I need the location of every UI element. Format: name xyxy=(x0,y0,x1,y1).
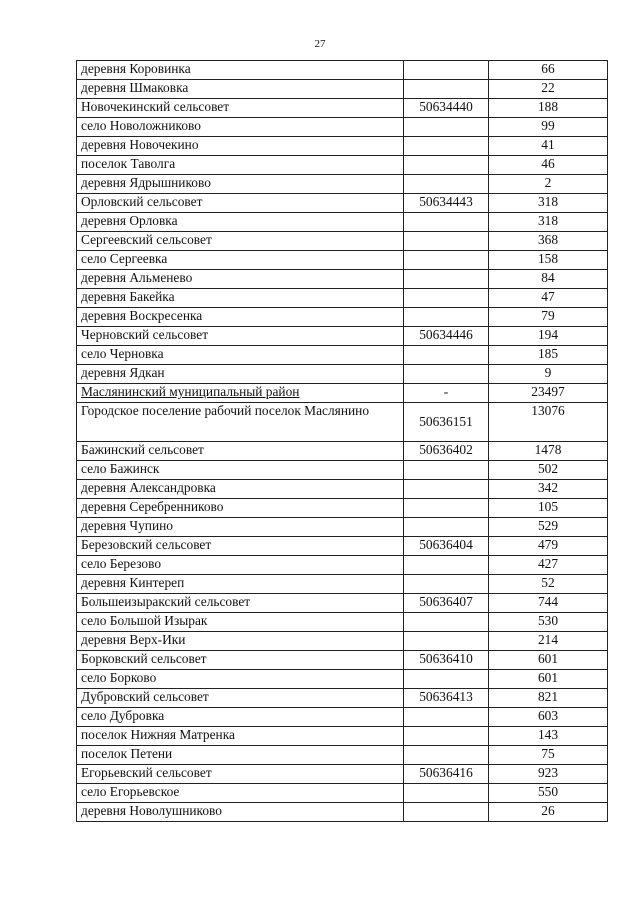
settlement-name: деревня Новолушниково xyxy=(81,803,222,818)
settlement-name-cell xyxy=(77,575,404,594)
settlement-name-cell xyxy=(77,289,404,308)
table-row xyxy=(77,194,608,213)
population-cell: 318 xyxy=(489,213,608,232)
table-row xyxy=(77,403,608,442)
table-row xyxy=(77,537,608,556)
oktmo-code-cell xyxy=(404,251,489,270)
oktmo-code-cell xyxy=(404,461,489,480)
settlement-name-cell xyxy=(77,670,404,689)
oktmo-code-cell xyxy=(404,308,489,327)
settlement-name: село Дубровка xyxy=(81,708,165,723)
population-cell: 185 xyxy=(489,346,608,365)
population-cell: 84 xyxy=(489,270,608,289)
table-row xyxy=(77,232,608,251)
population-cell: 13076 xyxy=(489,403,608,442)
settlement-name-cell xyxy=(77,499,404,518)
table-row xyxy=(77,308,608,327)
oktmo-code-cell xyxy=(404,499,489,518)
oktmo-code-cell: 50636410 xyxy=(404,651,489,670)
oktmo-code-cell xyxy=(404,632,489,651)
settlement-name-cell xyxy=(77,746,404,765)
settlement-name-cell xyxy=(77,99,404,118)
table-row xyxy=(77,727,608,746)
settlement-name: деревня Коровинка xyxy=(81,61,191,76)
settlement-name-cell xyxy=(77,213,404,232)
oktmo-code-cell xyxy=(404,480,489,499)
population-cell: 9 xyxy=(489,365,608,384)
settlement-name-cell xyxy=(77,365,404,384)
settlement-name: деревня Ядкан xyxy=(81,365,165,380)
table-row xyxy=(77,613,608,632)
settlement-name: Бажинский сельсовет xyxy=(81,442,204,457)
settlement-name: село Большой Изырак xyxy=(81,613,208,628)
oktmo-code-cell xyxy=(404,156,489,175)
population-cell: 79 xyxy=(489,308,608,327)
oktmo-code-cell xyxy=(404,670,489,689)
oktmo-code-cell: - xyxy=(404,384,489,403)
settlement-name-cell xyxy=(77,708,404,727)
oktmo-code-cell xyxy=(404,803,489,822)
oktmo-code-cell xyxy=(404,708,489,727)
population-cell: 158 xyxy=(489,251,608,270)
table-row xyxy=(77,156,608,175)
settlement-name: село Борково xyxy=(81,670,157,685)
oktmo-code-cell: 50636151 xyxy=(404,403,489,442)
settlement-name-cell xyxy=(77,651,404,670)
settlement-name: Сергеевский сельсовет xyxy=(81,232,212,247)
table-row xyxy=(77,708,608,727)
settlement-table xyxy=(76,60,608,822)
population-cell: 47 xyxy=(489,289,608,308)
settlement-name-cell xyxy=(77,461,404,480)
population-cell: 821 xyxy=(489,689,608,708)
settlement-name-cell xyxy=(77,194,404,213)
settlement-name: Маслянинский муниципальный район xyxy=(81,384,300,399)
population-cell: 550 xyxy=(489,784,608,803)
settlement-name: поселок Петени xyxy=(81,746,173,761)
oktmo-code-cell xyxy=(404,365,489,384)
settlement-name-cell xyxy=(77,784,404,803)
oktmo-code-cell xyxy=(404,137,489,156)
table-row xyxy=(77,346,608,365)
oktmo-code-cell xyxy=(404,213,489,232)
population-cell: 46 xyxy=(489,156,608,175)
settlement-name: деревня Воскресенка xyxy=(81,308,203,323)
settlement-name-cell xyxy=(77,175,404,194)
settlement-name-cell xyxy=(77,613,404,632)
settlement-name-cell xyxy=(77,80,404,99)
settlement-name-cell xyxy=(77,346,404,365)
population-cell: 427 xyxy=(489,556,608,575)
population-cell: 342 xyxy=(489,480,608,499)
oktmo-code-cell xyxy=(404,175,489,194)
population-cell: 601 xyxy=(489,651,608,670)
settlement-name-cell xyxy=(77,480,404,499)
oktmo-code-cell xyxy=(404,518,489,537)
population-cell: 2 xyxy=(489,175,608,194)
settlement-name-cell xyxy=(77,803,404,822)
table-row xyxy=(77,784,608,803)
oktmo-code-cell xyxy=(404,746,489,765)
oktmo-code-cell: 50634443 xyxy=(404,194,489,213)
table-row xyxy=(77,61,608,80)
settlement-name-cell xyxy=(77,632,404,651)
settlement-name: село Черновка xyxy=(81,346,164,361)
settlement-name-cell xyxy=(77,594,404,613)
settlement-name-cell xyxy=(77,270,404,289)
oktmo-code-cell xyxy=(404,575,489,594)
table-row xyxy=(77,746,608,765)
population-cell: 923 xyxy=(489,765,608,784)
table-row xyxy=(77,442,608,461)
settlement-name-cell xyxy=(77,518,404,537)
population-cell: 479 xyxy=(489,537,608,556)
table-row xyxy=(77,670,608,689)
settlement-name: деревня Новочекино xyxy=(81,137,199,152)
settlement-name: деревня Шмаковка xyxy=(81,80,189,95)
settlement-name: деревня Альменево xyxy=(81,270,193,285)
settlement-name: Черновский сельсовет xyxy=(81,327,209,342)
oktmo-code-cell xyxy=(404,613,489,632)
settlement-name: Орловский сельсовет xyxy=(81,194,203,209)
table-row xyxy=(77,327,608,346)
oktmo-code-cell xyxy=(404,270,489,289)
table-row xyxy=(77,365,608,384)
oktmo-code-cell xyxy=(404,556,489,575)
table-row xyxy=(77,689,608,708)
table-row xyxy=(77,175,608,194)
oktmo-code-cell: 50636402 xyxy=(404,442,489,461)
page-number: 27 xyxy=(314,38,326,50)
oktmo-code-cell xyxy=(404,80,489,99)
settlement-name: село Сергеевка xyxy=(81,251,168,266)
population-cell: 603 xyxy=(489,708,608,727)
table-row xyxy=(77,384,608,403)
table-row xyxy=(77,251,608,270)
table-row xyxy=(77,803,608,822)
oktmo-code-cell: 50636404 xyxy=(404,537,489,556)
population-cell: 66 xyxy=(489,61,608,80)
population-cell: 502 xyxy=(489,461,608,480)
table-row xyxy=(77,632,608,651)
table-row xyxy=(77,594,608,613)
settlement-name: село Березово xyxy=(81,556,162,571)
table-row xyxy=(77,289,608,308)
population-cell: 23497 xyxy=(489,384,608,403)
oktmo-code-cell xyxy=(404,784,489,803)
population-cell: 318 xyxy=(489,194,608,213)
settlement-name: Новочекинский сельсовет xyxy=(81,99,230,114)
table-row xyxy=(77,80,608,99)
settlement-name: Березовский сельсовет xyxy=(81,537,212,552)
settlement-name: деревня Орловка xyxy=(81,213,178,228)
settlement-name-cell xyxy=(77,308,404,327)
oktmo-code-cell: 50636416 xyxy=(404,765,489,784)
table-row xyxy=(77,213,608,232)
population-cell: 744 xyxy=(489,594,608,613)
settlement-name: деревня Верх-Ики xyxy=(81,632,186,647)
population-cell: 529 xyxy=(489,518,608,537)
population-cell: 530 xyxy=(489,613,608,632)
settlement-name: Егорьевский сельсовет xyxy=(81,765,212,780)
population-cell: 22 xyxy=(489,80,608,99)
table-row xyxy=(77,480,608,499)
oktmo-code-cell: 50634446 xyxy=(404,327,489,346)
table-row xyxy=(77,575,608,594)
population-cell: 75 xyxy=(489,746,608,765)
settlement-name: Городское поселение рабочий поселок Маслянино xyxy=(81,403,370,418)
settlement-name: деревня Кинтереп xyxy=(81,575,185,590)
population-cell: 188 xyxy=(489,99,608,118)
settlement-name: Дубровский сельсовет xyxy=(81,689,209,704)
population-cell: 26 xyxy=(489,803,608,822)
oktmo-code-cell xyxy=(404,232,489,251)
settlement-name: село Новоложниково xyxy=(81,118,201,133)
settlement-name-cell xyxy=(77,118,404,137)
settlement-name: деревня Бакейка xyxy=(81,289,175,304)
table-row xyxy=(77,651,608,670)
table-row xyxy=(77,99,608,118)
settlement-name: деревня Ядрышниково xyxy=(81,175,211,190)
population-cell: 1478 xyxy=(489,442,608,461)
oktmo-code-cell xyxy=(404,289,489,308)
settlement-name: село Егорьевское xyxy=(81,784,180,799)
settlement-name: деревня Серебренниково xyxy=(81,499,224,514)
population-cell: 105 xyxy=(489,499,608,518)
settlement-name: деревня Чупино xyxy=(81,518,173,533)
population-cell: 143 xyxy=(489,727,608,746)
oktmo-code-cell: 50636413 xyxy=(404,689,489,708)
settlement-name: Борковский сельсовет xyxy=(81,651,207,666)
settlement-name-cell xyxy=(77,727,404,746)
oktmo-code-cell xyxy=(404,61,489,80)
settlement-name-cell xyxy=(77,537,404,556)
population-cell: 41 xyxy=(489,137,608,156)
settlement-name-cell xyxy=(77,384,404,403)
oktmo-code-cell xyxy=(404,346,489,365)
table-row xyxy=(77,556,608,575)
population-cell: 194 xyxy=(489,327,608,346)
table-row xyxy=(77,765,608,784)
table-row xyxy=(77,118,608,137)
oktmo-code-cell xyxy=(404,727,489,746)
settlement-name-cell xyxy=(77,765,404,784)
settlement-name-cell xyxy=(77,556,404,575)
table-row xyxy=(77,270,608,289)
oktmo-code-cell xyxy=(404,118,489,137)
settlement-name: поселок Нижняя Матренка xyxy=(81,727,235,742)
population-cell: 214 xyxy=(489,632,608,651)
settlement-name-cell xyxy=(77,403,404,442)
settlement-name: Большеизыракский сельсовет xyxy=(81,594,251,609)
population-cell: 52 xyxy=(489,575,608,594)
population-cell: 601 xyxy=(489,670,608,689)
settlement-name-cell xyxy=(77,156,404,175)
oktmo-code-cell: 50636407 xyxy=(404,594,489,613)
settlement-name: деревня Александровка xyxy=(81,480,216,495)
table-row xyxy=(77,461,608,480)
settlement-name: село Бажинск xyxy=(81,461,160,476)
settlement-name-cell xyxy=(77,61,404,80)
settlement-name-cell xyxy=(77,137,404,156)
settlement-table-body xyxy=(77,61,608,822)
settlement-name-cell xyxy=(77,232,404,251)
table-row xyxy=(77,518,608,537)
settlement-name: поселок Таволга xyxy=(81,156,176,171)
settlement-name-cell xyxy=(77,442,404,461)
table-row xyxy=(77,499,608,518)
oktmo-code-cell: 50634440 xyxy=(404,99,489,118)
settlement-name-cell xyxy=(77,327,404,346)
settlement-name-cell xyxy=(77,251,404,270)
population-cell: 99 xyxy=(489,118,608,137)
table-row xyxy=(77,137,608,156)
settlement-name-cell xyxy=(77,689,404,708)
population-cell: 368 xyxy=(489,232,608,251)
